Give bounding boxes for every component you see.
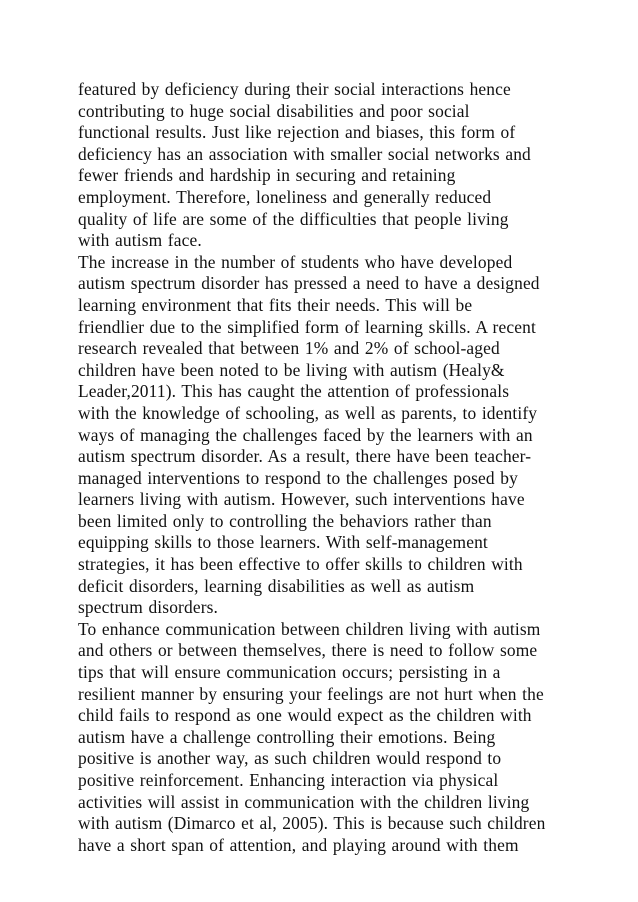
text-line: learners living with autism. However, such interventions have <box>78 489 525 510</box>
text-line: Leader,2011). This has caught the attention of professionals <box>78 381 510 402</box>
text-line: equipping skills to those learners. With self-management <box>78 532 488 553</box>
text-line: functional results. Just like rejection and biases, this form of <box>78 122 516 143</box>
text-line: autism spectrum disorder. As a result, there have been teacher- <box>78 446 532 467</box>
text-line: featured by deficiency during their social interactions hence <box>78 79 511 99</box>
text-line: deficit disorders, learning disabilities as well as autism <box>78 575 475 596</box>
text-line: with the knowledge of schooling, as well as parents, to identify <box>78 402 538 423</box>
text-line: To enhance communication between children living with autism <box>78 618 541 639</box>
text-line: spectrum disorders. <box>78 597 219 618</box>
text-line: learning environment that fits their needs. This will be <box>78 294 473 315</box>
text-line: friendlier due to the simplified form of learning skills. A recent <box>78 316 536 337</box>
text-line: child fails to respond as one would expect as the children with <box>78 705 532 726</box>
text-line: positive reinforcement. Enhancing interaction via physical <box>78 770 499 790</box>
text-line: resilient manner by ensuring your feelings are not hurt when the <box>78 683 544 704</box>
text-line: contributing to huge social disabilities and poor social <box>78 100 470 121</box>
text-line: autism have a challenge controlling their emotions. Being <box>78 726 496 747</box>
body-text <box>78 79 578 856</box>
text-line: been limited only to controlling the behaviors rather than <box>78 510 492 531</box>
text-line: deficiency has an association with smaller social networks and <box>78 143 531 164</box>
text-line: tips that will ensure communication occurs; persisting in a <box>78 662 501 683</box>
text-line: managed interventions to respond to the challenges posed by <box>78 467 518 488</box>
text-line: employment. Therefore, loneliness and generally reduced <box>78 186 492 207</box>
text-line: children have been noted to be living with autism (Healy& <box>78 359 505 380</box>
text-line: strategies, it has been effective to offer skills to children with <box>78 554 523 575</box>
text-line: with autism (Dimarco et al, 2005). This is because such children <box>78 813 546 834</box>
text-line: have a short span of attention, and playing around with them <box>78 834 519 855</box>
text-line: autism spectrum disorder has pressed a need to have a designed <box>78 273 540 294</box>
text-line: and others or between themselves, there is need to follow some <box>78 640 538 661</box>
text-line: activities will assist in communication with the children living <box>78 791 530 812</box>
text-line: ways of managing the challenges faced by the learners with an <box>78 424 533 445</box>
text-line: fewer friends and hardship in securing and retaining <box>78 165 456 186</box>
text-line: with autism face. <box>78 230 202 251</box>
text-line: quality of life are some of the difficulties that people living <box>78 208 509 229</box>
text-line: positive is another way, as such children would respond to <box>78 748 502 769</box>
text-line: research revealed that between 1% and 2% of school-aged <box>78 338 500 359</box>
text-line: The increase in the number of students who have developed <box>78 251 513 272</box>
